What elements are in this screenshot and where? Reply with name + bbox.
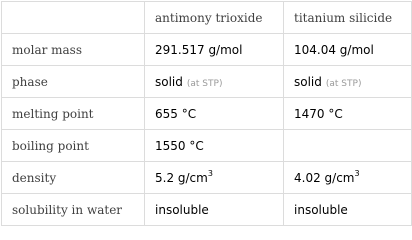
value-text: 4.02 g/cm — [294, 170, 355, 185]
value-text: 1470 °C — [294, 106, 343, 121]
value-cell — [284, 162, 412, 194]
value-cell — [284, 98, 412, 130]
unit-exponent: 3 — [354, 168, 360, 178]
value-cell — [145, 194, 284, 226]
value-text: 1550 °C — [155, 138, 204, 153]
table-row-melting-point — [2, 98, 412, 130]
table-row-solubility-in-water — [2, 194, 412, 226]
value-text: 655 °C — [155, 106, 197, 121]
header-corner-cell — [2, 2, 145, 34]
value-cell — [284, 66, 412, 98]
row-label: molar mass — [2, 34, 145, 66]
table-row-density — [2, 162, 412, 194]
row-label: phase — [2, 66, 145, 98]
value-cell — [145, 66, 284, 98]
value-cell — [145, 98, 284, 130]
header-row — [2, 2, 412, 34]
value-cell — [284, 194, 412, 226]
value-cell — [284, 34, 412, 66]
value-text: insoluble — [294, 202, 348, 217]
unit-exponent: 3 — [207, 168, 213, 178]
row-label: boiling point — [2, 130, 145, 162]
condition-qualifier: (at STP) — [325, 78, 362, 89]
value-text: 291.517 g/mol — [155, 42, 243, 57]
column-header-antimony-trioxide: antimony trioxide — [145, 2, 284, 34]
row-label: melting point — [2, 98, 145, 130]
table-row-molar-mass — [2, 34, 412, 66]
value-cell — [145, 130, 284, 162]
value-text: 5.2 g/cm — [155, 170, 208, 185]
value-cell — [145, 162, 284, 194]
value-text: solid — [155, 74, 183, 89]
empty-value-cell — [284, 130, 412, 162]
value-cell — [145, 34, 284, 66]
table-row-phase — [2, 66, 412, 98]
row-label: density — [2, 162, 145, 194]
value-text: 104.04 g/mol — [294, 42, 374, 57]
column-header-titanium-silicide: titanium silicide — [284, 2, 412, 34]
value-text: solid — [294, 74, 322, 89]
condition-qualifier: (at STP) — [186, 78, 223, 89]
properties-table — [1, 1, 412, 226]
table-row-boiling-point — [2, 130, 412, 162]
value-text: insoluble — [155, 202, 209, 217]
row-label: solubility in water — [2, 194, 145, 226]
